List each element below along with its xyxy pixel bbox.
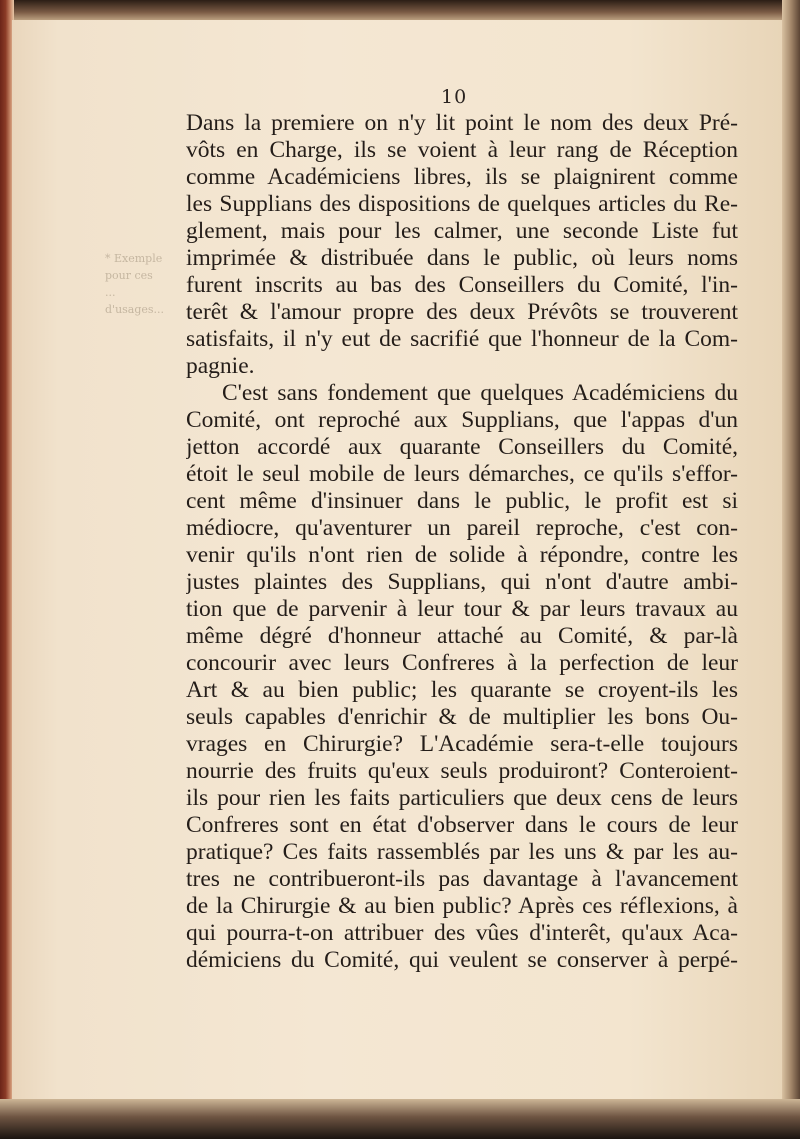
text-line: jetton accordé aux quarante Conseillers du Comité, — [186, 434, 738, 460]
text-line: comme Académiciens libres, ils se plaignirent comme — [186, 164, 738, 190]
text-line: glement, mais pour les calmer, une seconde Liste fut — [186, 218, 738, 244]
book-bottom-edge — [0, 1099, 800, 1139]
text-line: justes plaintes des Supplians, qui n'ont d'autre ambi- — [186, 569, 738, 595]
text-line: Art & au bien public; les quarante se croyent-ils les — [186, 677, 738, 703]
page-stack-right-edge — [782, 0, 800, 1139]
text-line: vôts en Charge, ils se voient à leur rang de Réception — [186, 137, 738, 163]
text-line: concourir avec leurs Confreres à la perfection de leur — [186, 650, 738, 676]
text-line: cent même d'insinuer dans le public, le profit est si — [186, 488, 738, 514]
text-line: tres ne contribueront-ils pas davantage à l'avancement — [186, 866, 738, 892]
text-line: de la Chirurgie & au bien public? Après ces réflexions, à — [186, 893, 738, 919]
body-text — [186, 110, 738, 974]
text-line: C'est sans fondement que quelques Académiciens du — [222, 380, 738, 406]
text-line: même dégré d'honneur attaché au Comité, & par-là — [186, 623, 738, 649]
text-line: pratique? Ces faits rassemblés par les uns & par les au- — [186, 839, 738, 865]
margin-note: * Exemple pour ces ... d'usages... — [105, 252, 165, 316]
text-line: tion que de parvenir à leur tour & par leurs travaux au — [186, 596, 738, 622]
text-line: étoit le seul mobile de leurs démarches, ce qu'ils s'effor- — [186, 461, 738, 487]
text-line: médiocre, qu'aventurer un pareil reproche, c'est con- — [186, 515, 738, 541]
page-number: 10 — [441, 86, 468, 108]
text-line: Confreres sont en état d'observer dans le cours de leur — [186, 812, 738, 838]
book-top-edge — [0, 0, 800, 22]
text-line: furent inscrits au bas des Conseillers du Comité, l'in- — [186, 272, 738, 298]
text-line: Comité, ont reproché aux Supplians, que l'appas d'un — [186, 407, 738, 433]
text-line: les Supplians des dispositions de quelques articles du Re- — [186, 191, 738, 217]
text-line: terêt & l'amour propre des deux Prévôts se trouverent — [186, 299, 738, 325]
text-line: venir qu'ils n'ont rien de solide à répondre, contre les — [186, 542, 738, 568]
text-line: seuls capables d'enrichir & de multiplier les bons Ou- — [186, 704, 738, 730]
text-line: démiciens du Comité, qui veulent se conserver à perpé- — [186, 947, 738, 973]
text-line: ils pour rien les faits particuliers que deux cens de leurs — [186, 785, 738, 811]
text-line: Dans la premiere on n'y lit point le nom des deux Pré- — [186, 110, 738, 136]
text-line: vrages en Chirurgie? L'Académie sera-t-elle toujours — [186, 731, 738, 757]
text-line: nourrie des fruits qu'eux seuls produiront? Conteroient- — [186, 758, 738, 784]
text-line: imprimée & distribuée dans le public, où leurs noms — [186, 245, 738, 271]
text-line: qui pourra-t-on attribuer des vûes d'interêt, qu'aux Aca- — [186, 920, 738, 946]
text-line: satisfaits, il n'y eut de sacrifié que l'honneur de la Com- — [186, 326, 738, 352]
text-line: pagnie. — [186, 353, 255, 379]
